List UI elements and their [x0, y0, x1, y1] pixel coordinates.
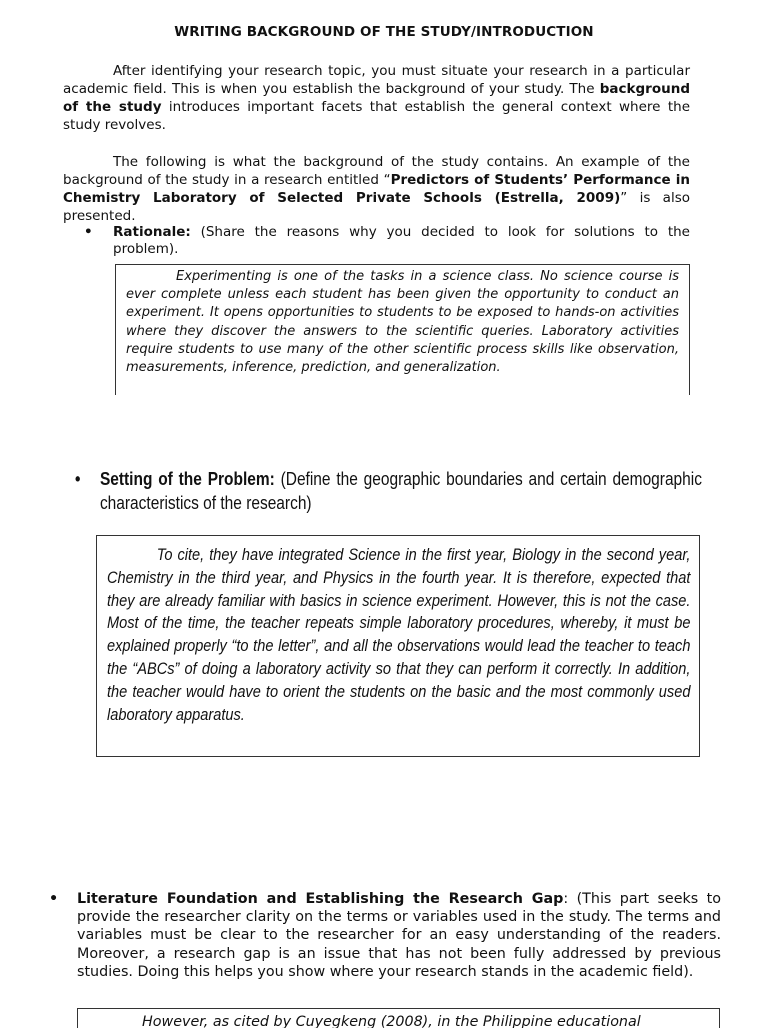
rationale-text: [113, 224, 690, 258]
literature-desc: : (This part seeks to provide the researcher clarity on the terms or variables used in the study. The terms and variables must be clear to the researcher for an easy understanding of the readers. Moreover, a research gap is an issue that has not been fully addressed by previous studies. Doing this helps you show where your research stands in the academic field).: [77, 891, 721, 980]
rationale-example-text: Experimenting is one of the tasks in a science class. No science course is ever complete unless each student has been given the opportunity to conduct an experiment. It opens opportunities to students to be exposed to hands-on activities where they discover the answers to the scientific queries. Laboratory activities require students to use many of the other scientific process skills like observation, measurements, inference, prediction, and generalization.: [126, 269, 679, 376]
intro-p2-bold: Predictors of Students’ Performance in Chemistry Laboratory of Selected Private Schools (Estrella, 2009): [63, 172, 690, 206]
setting-text: [100, 467, 702, 515]
intro-p2-text-end: ” is also presented.: [63, 190, 690, 224]
page-title: WRITING BACKGROUND OF THE STUDY/INTRODUCTION: [174, 24, 594, 40]
literature-bullet: [49, 890, 721, 981]
rationale-desc: (Share the reasons why you decided to look for solutions to the problem).: [113, 224, 690, 257]
intro-p1-text-end: introduces important facets that establish the general context where the study revolves.: [63, 99, 690, 133]
intro-paragraph-2: [63, 153, 690, 225]
intro-paragraph-1: [63, 62, 690, 134]
intro-p1-bold: background of the study: [63, 81, 690, 115]
bullet-icon: •: [75, 469, 81, 489]
literature-label: Literature Foundation and Establishing the Research Gap: [77, 891, 564, 907]
intro-p2-text: The following is what the background of the study contains. An example of the background of the study in a research entitled “: [63, 154, 690, 188]
rationale-label: Rationale:: [113, 224, 191, 240]
setting-desc: (Define the geographic boundaries and certain demographic characteristics of the research): [99, 469, 702, 513]
setting-bullet: [75, 467, 702, 515]
bullet-icon: •: [84, 224, 93, 240]
intro-p1-text: After identifying your research topic, you must situate your research in a particular academic field. This is when you establish the background of your study. The: [63, 63, 690, 97]
rationale-example-box: [115, 264, 690, 395]
literature-text: [77, 890, 721, 981]
bullet-icon: •: [49, 891, 59, 907]
literature-example-box: [77, 1008, 720, 1028]
setting-example-text: To cite, they have integrated Science in the first year, Biology in the second year, Chemistry in the third year, and Physics in the fourth year. It is therefore, expected that they are already familiar with basics in science experiment. However, this is not the case. Most of the time, the teacher repeats simple laboratory procedures, whereby, it must be explained properly “to the letter”, and all the observations would lead the teacher to teach the “ABCs” of doing a laboratory activity so that they can perform it correctly. In addition, the teacher would have to orient the students on the basic and the most commonly used laboratory apparatus.: [107, 545, 691, 724]
literature-example-text: However, as cited by Cuyegkeng (2008), in the Philippine educational: [142, 1014, 641, 1028]
setting-label: Setting of the Problem:: [99, 469, 275, 489]
setting-example-text-wrap: [107, 544, 690, 726]
setting-example-box: [96, 535, 700, 757]
